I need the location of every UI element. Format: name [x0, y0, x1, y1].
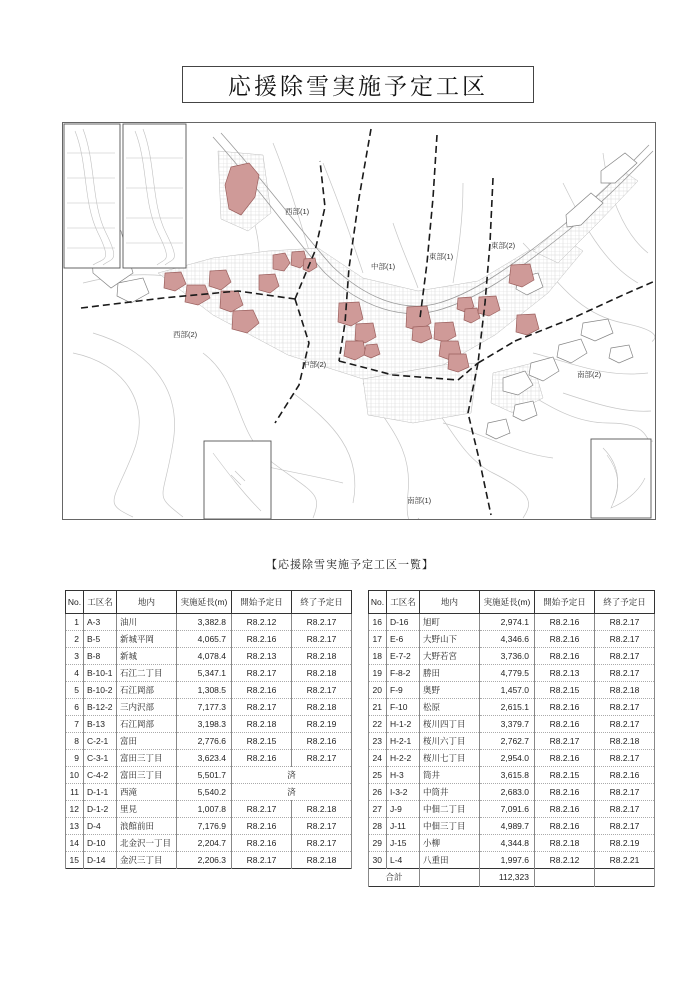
table-body	[369, 614, 655, 887]
table-row	[66, 852, 352, 869]
cell-no: 6	[66, 699, 84, 716]
cell-district: 中筒井	[420, 784, 480, 801]
cell-kuku-name: F-8-2	[387, 665, 420, 682]
table-row	[66, 733, 352, 750]
cell-no: 2	[66, 631, 84, 648]
table-body	[66, 614, 352, 869]
cell-start-date: R8.2.16	[535, 631, 595, 648]
cell-kuku-name: F-9	[387, 682, 420, 699]
header-row	[369, 591, 655, 614]
cell-end-date: R8.2.17	[292, 682, 352, 699]
worklist-table-right	[368, 590, 655, 887]
cell-end-date: R8.2.18	[595, 682, 655, 699]
cell-kuku-name: J-15	[387, 835, 420, 852]
cell-district: 小柳	[420, 835, 480, 852]
worklist-table-left	[65, 590, 352, 869]
cell-done: 済	[232, 784, 352, 801]
cell-no: 19	[369, 665, 387, 682]
document-title-box	[182, 66, 534, 103]
cell-district: 奥野	[420, 682, 480, 699]
table-row	[66, 665, 352, 682]
cell-district: 八重田	[420, 852, 480, 869]
cell-kuku-name: F-10	[387, 699, 420, 716]
cell-kuku-name: L-4	[387, 852, 420, 869]
cell-district: 北金沢一丁目	[117, 835, 177, 852]
cell-kuku-name: H-3	[387, 767, 420, 784]
table-row	[369, 852, 655, 869]
cell-start-date: R8.2.16	[232, 682, 292, 699]
cell-length: 1,997.6	[480, 852, 535, 869]
cell-no: 8	[66, 733, 84, 750]
cell-end-date: R8.2.17	[595, 750, 655, 767]
column-header-0: No.	[66, 591, 84, 614]
cell-start-date: R8.2.16	[535, 801, 595, 818]
cell-no: 25	[369, 767, 387, 784]
cell-kuku-name: D-14	[84, 852, 117, 869]
table-row	[66, 614, 352, 631]
table-row	[66, 767, 352, 784]
cell-no: 21	[369, 699, 387, 716]
column-header-5: 終了予定日	[292, 591, 352, 614]
cell-kuku-name: C-4-2	[84, 767, 117, 784]
cell-length: 3,615.8	[480, 767, 535, 784]
cell-no: 24	[369, 750, 387, 767]
cell-end-date: R8.2.17	[595, 699, 655, 716]
cell-length: 3,379.7	[480, 716, 535, 733]
total-empty-district	[420, 869, 480, 887]
cell-kuku-name: B-13	[84, 716, 117, 733]
total-label: 合計	[369, 869, 420, 887]
column-header-1: 工区名	[387, 591, 420, 614]
cell-no: 23	[369, 733, 387, 750]
cell-kuku-name: D-1-2	[84, 801, 117, 818]
cell-district: 石江岡部	[117, 682, 177, 699]
cell-end-date: R8.2.17	[292, 614, 352, 631]
total-row	[369, 869, 655, 887]
cell-district: 松原	[420, 699, 480, 716]
total-empty-end	[595, 869, 655, 887]
cell-end-date: R8.2.18	[292, 801, 352, 818]
cell-end-date: R8.2.17	[292, 835, 352, 852]
table-row	[369, 784, 655, 801]
cell-kuku-name: A-3	[84, 614, 117, 631]
column-header-5: 終了予定日	[595, 591, 655, 614]
cell-kuku-name: D-16	[387, 614, 420, 631]
region-label-west2: 西部(2)	[173, 330, 198, 339]
cell-no: 4	[66, 665, 84, 682]
cell-length: 1,308.5	[177, 682, 232, 699]
cell-kuku-name: B-5	[84, 631, 117, 648]
cell-length: 3,382.8	[177, 614, 232, 631]
cell-no: 16	[369, 614, 387, 631]
cell-start-date: R8.2.17	[232, 801, 292, 818]
cell-district: 富田三丁目	[117, 750, 177, 767]
header-row	[66, 591, 352, 614]
cell-kuku-name: E-6	[387, 631, 420, 648]
cell-end-date: R8.2.17	[292, 631, 352, 648]
cell-no: 9	[66, 750, 84, 767]
cell-district: 富田	[117, 733, 177, 750]
cell-end-date: R8.2.19	[595, 835, 655, 852]
cell-district: 三内沢部	[117, 699, 177, 716]
table-row	[369, 733, 655, 750]
cell-kuku-name: C-2-1	[84, 733, 117, 750]
cell-district: 新城平岡	[117, 631, 177, 648]
table-row	[66, 648, 352, 665]
list-heading: 【応援除雪実施予定工区一覧】	[266, 559, 434, 571]
cell-end-date: R8.2.17	[595, 614, 655, 631]
cell-district: 石江岡部	[117, 716, 177, 733]
cell-end-date: R8.2.17	[292, 750, 352, 767]
cell-kuku-name: H-1-2	[387, 716, 420, 733]
cell-start-date: R8.2.16	[232, 750, 292, 767]
cell-district: 筒井	[420, 767, 480, 784]
table-row	[369, 682, 655, 699]
table-row	[369, 750, 655, 767]
cell-length: 3,623.4	[177, 750, 232, 767]
cell-no: 13	[66, 818, 84, 835]
cell-start-date: R8.2.12	[535, 852, 595, 869]
table-header	[369, 591, 655, 614]
cell-end-date: R8.2.21	[595, 852, 655, 869]
cell-no: 28	[369, 818, 387, 835]
cell-end-date: R8.2.18	[292, 852, 352, 869]
cell-start-date: R8.2.16	[535, 699, 595, 716]
table-header	[66, 591, 352, 614]
cell-end-date: R8.2.19	[292, 716, 352, 733]
cell-district: 浪館前田	[117, 818, 177, 835]
region-label-south2: 南部(2)	[577, 370, 602, 379]
table-row	[66, 682, 352, 699]
cell-district: 富田三丁目	[117, 767, 177, 784]
cell-start-date: R8.2.17	[232, 665, 292, 682]
cell-no: 15	[66, 852, 84, 869]
region-label-south1: 南部(1)	[407, 496, 432, 505]
cell-end-date: R8.2.16	[292, 733, 352, 750]
cell-kuku-name: J-11	[387, 818, 420, 835]
table-row	[369, 801, 655, 818]
cell-no: 22	[369, 716, 387, 733]
cell-length: 5,501.7	[177, 767, 232, 784]
cell-length: 1,007.8	[177, 801, 232, 818]
cell-length: 4,078.4	[177, 648, 232, 665]
map-canvas	[63, 123, 655, 519]
cell-start-date: R8.2.17	[232, 852, 292, 869]
cell-district: 大野山下	[420, 631, 480, 648]
cell-no: 3	[66, 648, 84, 665]
table-row	[66, 835, 352, 852]
cell-kuku-name: J-9	[387, 801, 420, 818]
cell-start-date: R8.2.15	[535, 767, 595, 784]
cell-district: 旭町	[420, 614, 480, 631]
cell-length: 2,206.3	[177, 852, 232, 869]
cell-district: 金沢三丁目	[117, 852, 177, 869]
table-row	[369, 716, 655, 733]
table-row	[369, 631, 655, 648]
cell-no: 7	[66, 716, 84, 733]
cell-length: 5,540.2	[177, 784, 232, 801]
cell-end-date: R8.2.17	[595, 716, 655, 733]
column-header-1: 工区名	[84, 591, 117, 614]
cell-length: 1,457.0	[480, 682, 535, 699]
cell-kuku-name: H-2-1	[387, 733, 420, 750]
cell-no: 12	[66, 801, 84, 818]
cell-start-date: R8.2.12	[232, 614, 292, 631]
cell-district: 新城	[117, 648, 177, 665]
cell-start-date: R8.2.18	[535, 835, 595, 852]
cell-end-date: R8.2.17	[595, 801, 655, 818]
cell-end-date: R8.2.17	[595, 665, 655, 682]
cell-kuku-name: B-10-1	[84, 665, 117, 682]
cell-end-date: R8.2.17	[595, 818, 655, 835]
cell-end-date: R8.2.18	[595, 733, 655, 750]
total-empty-start	[535, 869, 595, 887]
table-row	[369, 767, 655, 784]
cell-no: 20	[369, 682, 387, 699]
column-header-2: 地内	[117, 591, 177, 614]
cell-length: 2,954.0	[480, 750, 535, 767]
cell-kuku-name: D-4	[84, 818, 117, 835]
cell-length: 4,346.6	[480, 631, 535, 648]
cell-start-date: R8.2.16	[535, 716, 595, 733]
cell-start-date: R8.2.16	[535, 648, 595, 665]
cell-start-date: R8.2.16	[232, 631, 292, 648]
cell-kuku-name: B-10-2	[84, 682, 117, 699]
cell-kuku-name: C-3-1	[84, 750, 117, 767]
cell-start-date: R8.2.16	[535, 818, 595, 835]
column-header-3: 実施延長(m)	[480, 591, 535, 614]
cell-end-date: R8.2.18	[292, 665, 352, 682]
cell-end-date: R8.2.18	[292, 648, 352, 665]
cell-no: 17	[369, 631, 387, 648]
cell-length: 4,065.7	[177, 631, 232, 648]
cell-start-date: R8.2.16	[232, 818, 292, 835]
cell-end-date: R8.2.18	[292, 699, 352, 716]
cell-length: 4,344.8	[480, 835, 535, 852]
cell-length: 3,736.0	[480, 648, 535, 665]
total-length: 112,323	[480, 869, 535, 887]
cell-length: 4,779.5	[480, 665, 535, 682]
cell-district: 勝田	[420, 665, 480, 682]
page-title: 応援除雪実施予定工区	[228, 73, 488, 99]
cell-length: 2,762.7	[480, 733, 535, 750]
cell-district: 桜川四丁目	[420, 716, 480, 733]
cell-length: 5,347.1	[177, 665, 232, 682]
cell-kuku-name: D-10	[84, 835, 117, 852]
cell-no: 27	[369, 801, 387, 818]
column-header-4: 開始予定日	[232, 591, 292, 614]
cell-district: 油川	[117, 614, 177, 631]
column-header-2: 地内	[420, 591, 480, 614]
cell-no: 26	[369, 784, 387, 801]
table-row	[66, 631, 352, 648]
region-label-east2: 東部(2)	[491, 241, 516, 250]
cell-district: 中佃二丁目	[420, 801, 480, 818]
cell-kuku-name: E-7-2	[387, 648, 420, 665]
cell-no: 18	[369, 648, 387, 665]
cell-district: 中佃三丁目	[420, 818, 480, 835]
table-row	[66, 801, 352, 818]
cell-kuku-name: H-2-2	[387, 750, 420, 767]
table-row	[369, 648, 655, 665]
cell-kuku-name: B-12-2	[84, 699, 117, 716]
cell-length: 2,204.7	[177, 835, 232, 852]
cell-district: 桜川七丁目	[420, 750, 480, 767]
table-row	[66, 818, 352, 835]
cell-end-date: R8.2.17	[595, 648, 655, 665]
column-header-0: No.	[369, 591, 387, 614]
cell-no: 29	[369, 835, 387, 852]
cell-length: 7,177.3	[177, 699, 232, 716]
table-row	[369, 818, 655, 835]
snow-removal-map	[62, 122, 656, 520]
cell-start-date: R8.2.16	[535, 750, 595, 767]
cell-no: 14	[66, 835, 84, 852]
cell-start-date: R8.2.16	[535, 614, 595, 631]
cell-length: 7,091.6	[480, 801, 535, 818]
cell-start-date: R8.2.16	[535, 784, 595, 801]
cell-length: 2,974.1	[480, 614, 535, 631]
cell-start-date: R8.2.17	[535, 733, 595, 750]
cell-kuku-name: I-3-2	[387, 784, 420, 801]
table-row	[66, 699, 352, 716]
table-row	[66, 784, 352, 801]
cell-start-date: R8.2.13	[232, 648, 292, 665]
table-row	[66, 716, 352, 733]
cell-end-date: R8.2.17	[292, 818, 352, 835]
table-row	[369, 665, 655, 682]
cell-no: 30	[369, 852, 387, 869]
cell-start-date: R8.2.16	[232, 835, 292, 852]
cell-length: 4,989.7	[480, 818, 535, 835]
cell-length: 2,683.0	[480, 784, 535, 801]
cell-start-date: R8.2.13	[535, 665, 595, 682]
cell-start-date: R8.2.15	[232, 733, 292, 750]
cell-start-date: R8.2.18	[232, 716, 292, 733]
table-row	[369, 835, 655, 852]
cell-end-date: R8.2.16	[595, 767, 655, 784]
cell-start-date: R8.2.15	[535, 682, 595, 699]
table-row	[369, 699, 655, 716]
cell-kuku-name: D-1-1	[84, 784, 117, 801]
cell-district: 里見	[117, 801, 177, 818]
cell-no: 5	[66, 682, 84, 699]
column-header-3: 実施延長(m)	[177, 591, 232, 614]
cell-district: 石江二丁目	[117, 665, 177, 682]
cell-start-date: R8.2.17	[232, 699, 292, 716]
cell-length: 2,776.6	[177, 733, 232, 750]
column-header-4: 開始予定日	[535, 591, 595, 614]
cell-length: 7,176.9	[177, 818, 232, 835]
table-row	[66, 750, 352, 767]
cell-done: 済	[232, 767, 352, 784]
region-label-east1: 東部(1)	[429, 252, 454, 261]
cell-end-date: R8.2.17	[595, 631, 655, 648]
cell-no: 10	[66, 767, 84, 784]
region-label-west1: 西部(1)	[285, 207, 310, 216]
region-label-central1: 中部(1)	[371, 262, 396, 271]
cell-length: 2,615.1	[480, 699, 535, 716]
cell-length: 3,198.3	[177, 716, 232, 733]
cell-no: 11	[66, 784, 84, 801]
region-label-central2: 中部(2)	[302, 360, 327, 369]
cell-district: 桜川六丁目	[420, 733, 480, 750]
cell-district: 西滝	[117, 784, 177, 801]
cell-no: 1	[66, 614, 84, 631]
cell-end-date: R8.2.17	[595, 784, 655, 801]
table-row	[369, 614, 655, 631]
cell-district: 大野若宮	[420, 648, 480, 665]
cell-kuku-name: B-8	[84, 648, 117, 665]
